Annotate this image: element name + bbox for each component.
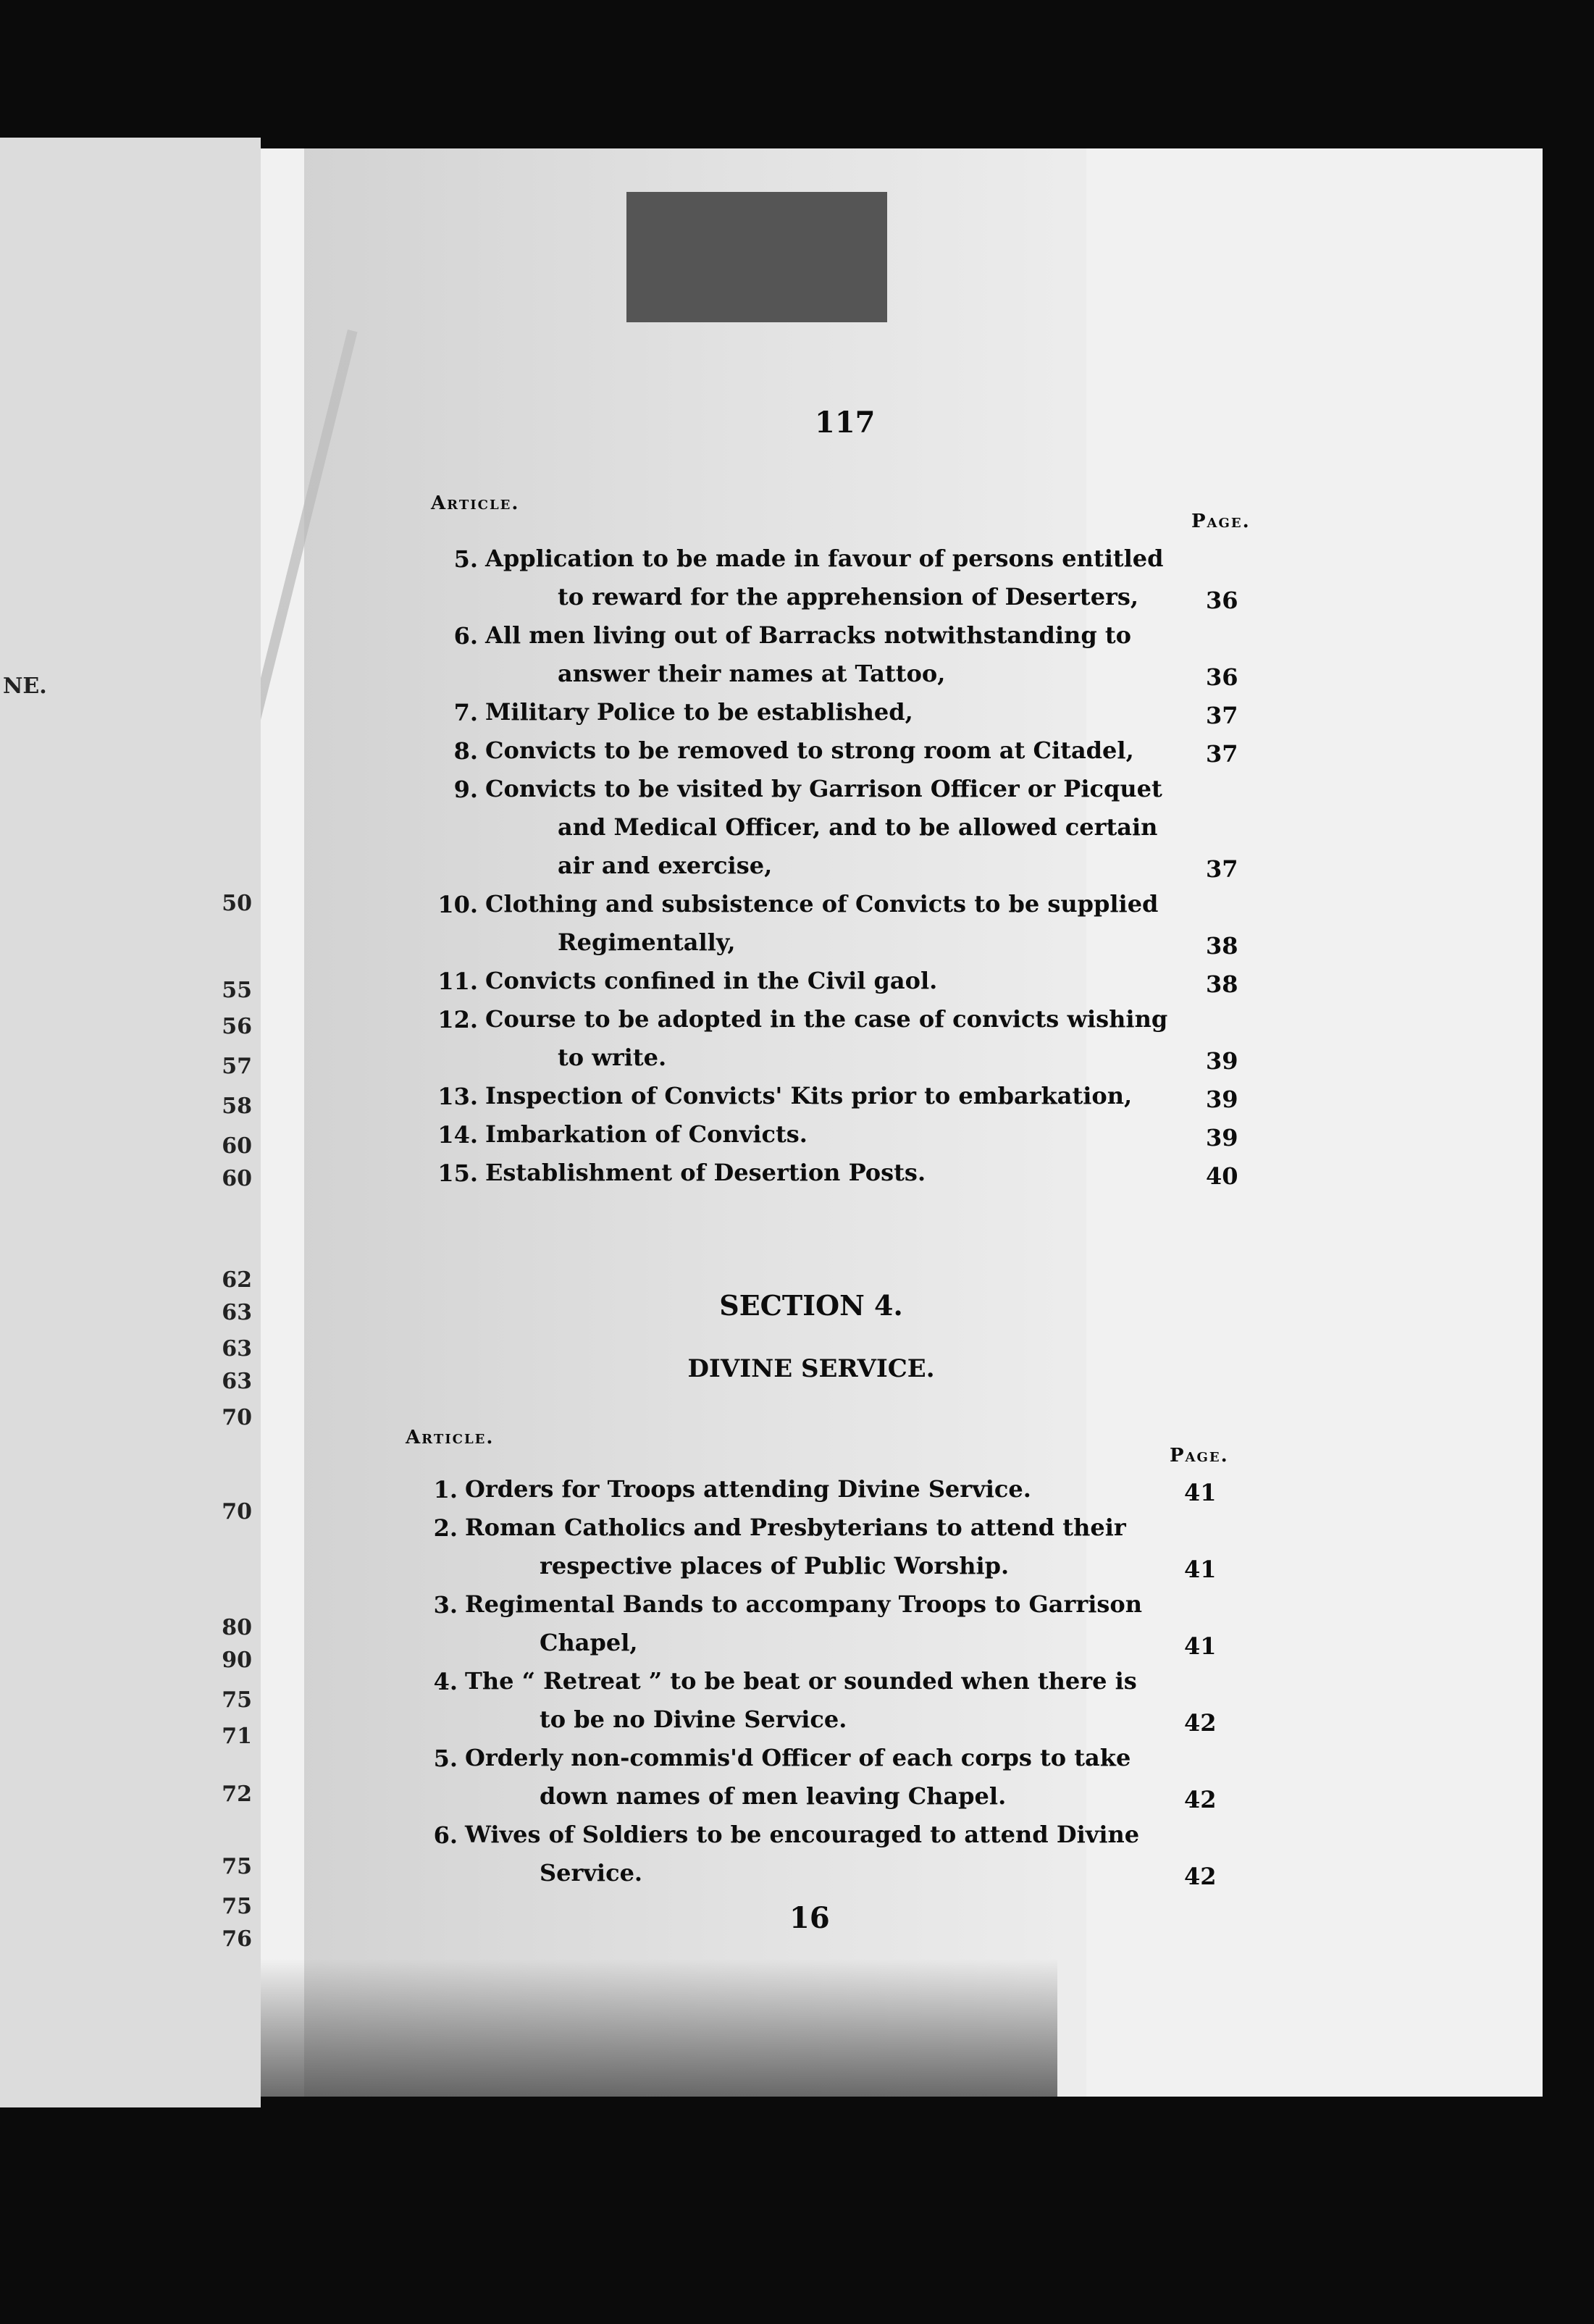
page-reference: 42: [1184, 1786, 1217, 1813]
article-number: 6.: [453, 622, 478, 650]
left-page-number: 63: [222, 1336, 252, 1362]
article-text: Convicts to be removed to strong room at Citadel,: [485, 737, 1134, 764]
article-number: 9.: [453, 776, 478, 803]
article-text: to be no Divine Service.: [540, 1706, 847, 1733]
page-reference: 38: [1206, 932, 1238, 960]
left-page-number: 60: [222, 1133, 252, 1159]
article-text: air and exercise,: [558, 852, 773, 879]
article-number: 1.: [433, 1476, 458, 1503]
article-text: Military Police to be established,: [485, 698, 913, 726]
article-text: Regimentally,: [558, 928, 736, 956]
article-text: to reward for the apprehension of Deserters,: [558, 583, 1139, 611]
article-text: respective places of Public Worship.: [540, 1552, 1010, 1580]
article-number: 2.: [433, 1514, 458, 1542]
document-page: [261, 148, 1543, 2097]
article-number: 4.: [433, 1668, 458, 1695]
page-reference: 42: [1184, 1709, 1217, 1737]
page-reference: 37: [1206, 855, 1238, 883]
page-reference: 42: [1184, 1863, 1217, 1890]
article-text: Wives of Soldiers to be encouraged to attend Divine: [465, 1821, 1140, 1848]
page-reference: 36: [1206, 663, 1238, 691]
article-text: Establishment of Desertion Posts.: [485, 1159, 926, 1186]
left-page-number: 75: [222, 1894, 252, 1919]
article-text: and Medical Officer, and to be allowed certain: [558, 813, 1158, 841]
article-text: Course to be adopted in the case of convicts wishing: [485, 1005, 1168, 1033]
left-page-number: 58: [222, 1094, 252, 1119]
section3-page-label: Page.: [1191, 511, 1251, 532]
page-reference: 36: [1206, 587, 1238, 614]
left-page-number: 63: [222, 1369, 252, 1394]
left-page-number: 56: [222, 1014, 252, 1039]
section4-heading: SECTION 4.: [719, 1289, 903, 1322]
article-number: 12.: [437, 1006, 478, 1033]
article-number: 5.: [433, 1745, 458, 1772]
article-number: 3.: [433, 1591, 458, 1619]
article-text: Service.: [540, 1859, 643, 1887]
article-text: The “ Retreat ” to be beat or sounded when there is: [465, 1667, 1137, 1695]
left-page-number: 57: [222, 1054, 252, 1079]
article-number: 5.: [453, 545, 478, 573]
section4-subheading: DIVINE SERVICE.: [687, 1354, 935, 1383]
page-reference: 39: [1206, 1124, 1238, 1151]
page-number-bottom: 16: [789, 1901, 830, 1935]
article-text: Convicts confined in the Civil gaol.: [485, 967, 938, 994]
article-number: 13.: [437, 1083, 478, 1110]
article-text: Inspection of Convicts' Kits prior to embarkation,: [485, 1082, 1133, 1109]
left-page-number: 80: [222, 1615, 252, 1640]
article-text: Application to be made in favour of persons entitled: [485, 545, 1164, 572]
page-reference: 37: [1206, 702, 1238, 729]
left-page-number: 50: [222, 891, 252, 916]
section3-article-label: Article.: [431, 492, 520, 514]
article-text: answer their names at Tattoo,: [558, 660, 946, 687]
page-reference: 38: [1206, 970, 1238, 998]
left-page-number: 71: [222, 1724, 252, 1749]
page-reference: 41: [1184, 1479, 1217, 1506]
section4-page-label: Page.: [1170, 1445, 1229, 1467]
article-text: Clothing and subsistence of Convicts to be supplied: [485, 890, 1159, 918]
section4-article-label: Article.: [406, 1427, 495, 1448]
article-number: 7.: [453, 699, 478, 726]
article-text: Roman Catholics and Presbyterians to attend their: [465, 1514, 1126, 1541]
page-reference: 40: [1206, 1162, 1238, 1190]
article-text: to write.: [558, 1044, 667, 1071]
article-number: 8.: [453, 737, 478, 765]
left-page-fragment: [0, 138, 261, 2107]
left-page-edge-text: NE.: [3, 674, 47, 699]
left-page-number: 62: [222, 1267, 252, 1293]
article-number: 14.: [437, 1121, 478, 1149]
left-page-number: 63: [222, 1300, 252, 1325]
page-reference: 39: [1206, 1047, 1238, 1075]
article-text: Orders for Troops attending Divine Service.: [465, 1475, 1031, 1503]
left-page-number: 76: [222, 1926, 252, 1952]
article-number: 10.: [437, 891, 478, 918]
article-number: 11.: [437, 968, 478, 995]
article-number: 6.: [433, 1821, 458, 1849]
article-text: All men living out of Barracks notwithstanding to: [485, 621, 1131, 649]
left-page-number: 70: [222, 1405, 252, 1430]
page-text: [261, 148, 1543, 2097]
page-reference: 39: [1206, 1086, 1238, 1113]
article-text: Regimental Bands to accompany Troops to Garrison: [465, 1590, 1143, 1618]
left-page-number: 90: [222, 1648, 252, 1673]
page-reference: 37: [1206, 740, 1238, 768]
page-reference: 41: [1184, 1556, 1217, 1583]
left-page-number: 75: [222, 1854, 252, 1879]
article-text: down names of men leaving Chapel.: [540, 1782, 1007, 1810]
article-text: Convicts to be visited by Garrison Officer or Picquet: [485, 775, 1162, 802]
article-text: Orderly non-commis'd Officer of each corps to take: [465, 1744, 1131, 1771]
left-page-number: 55: [222, 978, 252, 1003]
article-number: 15.: [437, 1159, 478, 1187]
left-page-number: 70: [222, 1499, 252, 1524]
left-page-number: 75: [222, 1687, 252, 1713]
article-text: Imbarkation of Convicts.: [485, 1120, 808, 1148]
left-page-number: 72: [222, 1782, 252, 1807]
page-reference: 41: [1184, 1632, 1217, 1660]
page-number-top: 117: [815, 406, 876, 440]
left-page-number: 60: [222, 1166, 252, 1191]
article-text: Chapel,: [540, 1629, 638, 1656]
